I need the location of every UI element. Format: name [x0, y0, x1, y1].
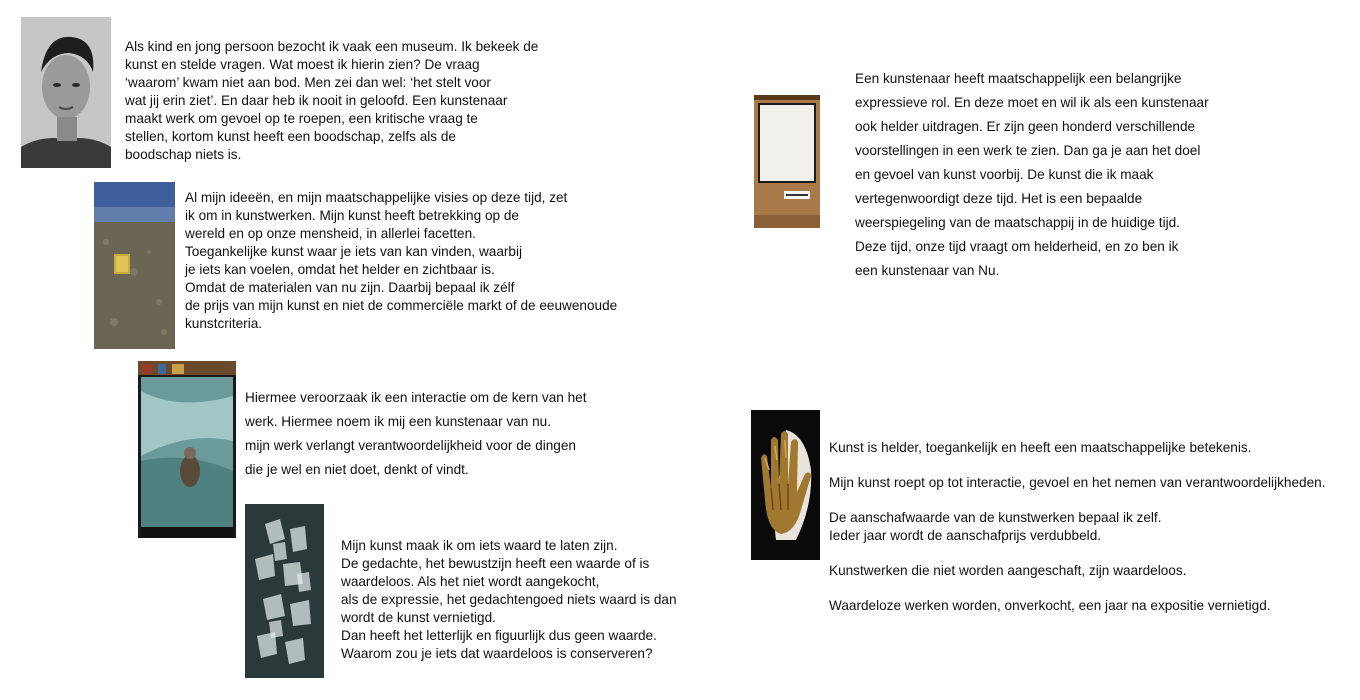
text-line: boodschap niets is. — [125, 147, 242, 162]
text-line: voorstellingen in een werk te zien. Dan ga je aan het doel — [855, 143, 1201, 158]
text-line: waardeloos. Als het niet wordt aangekocht, — [341, 574, 600, 589]
text-line: wordt de kunst vernietigd. — [341, 610, 496, 625]
paragraph-ideas-society — [185, 189, 617, 333]
text-line: wereld en op onze mensheid, in allerlei facetten. — [185, 226, 476, 241]
text-line: Dan heeft het letterlijk en figuurlijk dus geen waarde. — [341, 628, 657, 643]
plastic-bags-artwork-photo — [245, 504, 324, 678]
text-line: vertegenwoordigt deze tijd. Het is een bepaalde — [855, 191, 1143, 206]
paragraph-interaction — [245, 386, 587, 482]
text-line: maakt werk om gevoel op te roepen, een kritische vraag te — [125, 111, 478, 126]
text-line: Kunstwerken die niet worden aangeschaft, zijn waardeloos. — [829, 563, 1187, 578]
text-line: weerspiegeling van de maatschappij in de huidige tijd. — [855, 215, 1180, 230]
golden-hand-artwork-photo — [751, 410, 820, 560]
text-line: Hiermee veroorzaak ik een interactie om de kern van het — [245, 390, 587, 405]
text-line: De aanschafwaarde van de kunstwerken bepaal ik zelf. — [829, 510, 1162, 525]
text-line: een kunstenaar van Nu. — [855, 263, 1000, 278]
text-line: Mijn kunst roept op tot interactie, gevoel en het nemen van verantwoordelijkheden. — [829, 475, 1326, 490]
text-line: De gedachte, het bewustzijn heeft een waarde of is — [341, 556, 650, 571]
text-line: kunstcriteria. — [185, 316, 263, 331]
text-line: en gevoel van kunst voorbij. De kunst die ik maak — [855, 167, 1154, 182]
text-line: de prijs van mijn kunst en niet de commerciële markt of de eeuwenoude — [185, 298, 618, 313]
text-line: Een kunstenaar heeft maatschappelijk een belangrijke — [855, 71, 1182, 86]
text-line: ‘waarom’ kwam niet aan bod. Men zei dan wel: ‘het stelt voor — [125, 75, 491, 90]
paragraph-value — [341, 537, 677, 663]
text-line: die je wel en niet doet, denkt of vindt. — [245, 462, 469, 477]
text-line: Waardeloze werken worden, onverkocht, een jaar na expositie vernietigd. — [829, 598, 1271, 613]
text-line: Kunst is helder, toegankelijk en heeft een maatschappelijke betekenis. — [829, 440, 1252, 455]
text-line: Toegankelijke kunst waar je iets van kan vinden, waarbij — [185, 244, 523, 259]
text-line: expressieve rol. En deze moet en wil ik als een kunstenaar — [855, 95, 1209, 110]
text-line: stellen, kortom kunst heeft een boodschap, zelfs als de — [125, 129, 456, 144]
text-line: Waarom zou je iets dat waardeloos is conserveren? — [341, 646, 653, 661]
text-line: ik om in kunstwerken. Mijn kunst heeft betrekking op de — [185, 208, 519, 223]
yellow-object-artwork-photo — [94, 182, 175, 349]
text-line: wat jij erin ziet’. En daar heb ik nooit in geloofd. Een kunstenaar — [125, 93, 508, 108]
text-line: Deze tijd, onze tijd vraagt om helderheid, en zo ben ik — [855, 239, 1179, 254]
paragraph-principles — [829, 439, 1325, 632]
text-line: Als kind en jong persoon bezocht ik vaak een museum. Ik bekeek de — [125, 39, 539, 54]
text-line: Al mijn ideeën, en mijn maatschappelijke visies op deze tijd, zet — [185, 190, 568, 205]
television-artwork-photo — [138, 361, 236, 538]
text-line: werk. Hiermee noem ik mij een kunstenaar van nu. — [245, 414, 551, 429]
paragraph-museum-childhood — [125, 38, 538, 164]
artist-portrait-photo — [21, 17, 111, 168]
white-board-artwork-photo — [754, 95, 820, 228]
text-line: Omdat de materialen van nu zijn. Daarbij bepaal ik zélf — [185, 280, 515, 295]
text-line: Ieder jaar wordt de aanschafprijs verdubbeld. — [829, 528, 1102, 543]
text-line: kunst en stelde vragen. Wat moest ik hierin zien? De vraag — [125, 57, 480, 72]
text-line: je iets kan voelen, omdat het helder en zichtbaar is. — [185, 262, 495, 277]
text-line: Mijn kunst maak ik om iets waard te laten zijn. — [341, 538, 618, 553]
paragraph-artist-role — [855, 67, 1209, 283]
text-line: als de expressie, het gedachtengoed niets waard is dan — [341, 592, 677, 607]
text-line: mijn werk verlangt verantwoordelijkheid voor de dingen — [245, 438, 576, 453]
text-line: ook helder uitdragen. Er zijn geen honderd verschillende — [855, 119, 1196, 134]
